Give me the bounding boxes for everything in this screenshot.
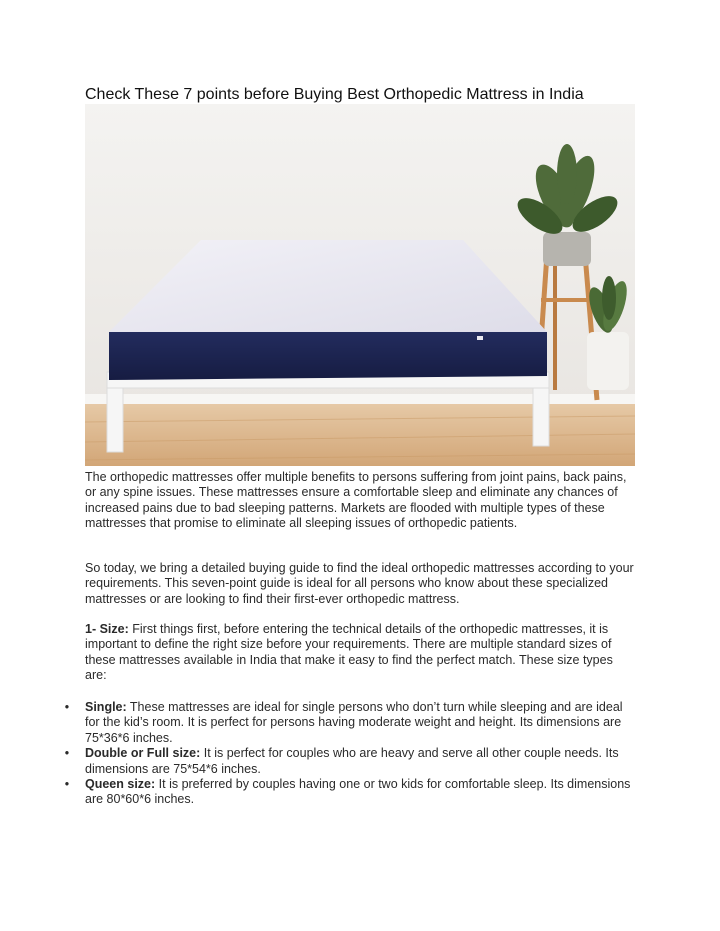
list-item bbox=[62, 746, 637, 777]
bullet-icon: • bbox=[64, 700, 70, 714]
list-item bbox=[62, 700, 637, 746]
plant-pot-upper bbox=[543, 232, 591, 266]
list-item bbox=[62, 777, 637, 808]
bullet-icon: • bbox=[64, 746, 70, 761]
list-item-text: These mattresses are ideal for single persons who don’t turn while sleeping and are ideal for the kid’s room. It is perfect for persons having moderate weight and height. Its dimensions are 75*36*6 inches. bbox=[85, 700, 623, 745]
page-title: Check These 7 points before Buying Best Orthopedic Mattress in India bbox=[85, 86, 584, 103]
list-item-label: Double or Full size: bbox=[85, 746, 201, 761]
size-text: First things first, before entering the technical details of the orthopedic mattresses, it is important to define the right size before your requirements. There are multiple standard sizes of these mattresses available in India that make it easy to find the perfect match. These size types are: bbox=[85, 622, 613, 683]
intro-paragraph: The orthopedic mattresses offer multiple benefits to persons suffering from joint pains, back pains, or any spine issues. These mattresses ensure a comfortable sleep and eliminate any chances of increased pains due to bad sleeping patterns. Markets are flooded with multiple types of these mattresses that promise to eliminate all sleeping issues of orthopedic patients. bbox=[85, 470, 627, 531]
list-item-label: Queen size: bbox=[85, 777, 156, 792]
guide-paragraph: So today, we bring a detailed buying guide to find the ideal orthopedic mattresses according to your requirements. This seven-point guide is ideal for all persons who know about these specialized mattresses or are looking to find their first-ever orthopedic mattress. bbox=[85, 561, 634, 606]
mattress-photo bbox=[85, 104, 635, 466]
mattress-label-tag bbox=[477, 336, 483, 340]
size-heading: 1- Size: bbox=[85, 622, 129, 636]
list-item-text: It is perfect for couples who are heavy and serve all other couple needs. Its dimensions are 75*54*6 inches. bbox=[85, 746, 619, 776]
bullet-icon: • bbox=[64, 777, 70, 792]
list-item-label: Single: bbox=[85, 700, 127, 714]
mattress-photo-illustration bbox=[85, 104, 635, 466]
list-item-text: It is preferred by couples having one or two kids for comfortable sleep. Its dimensions are 80*60*6 inches. bbox=[85, 777, 631, 807]
size-list bbox=[62, 700, 637, 808]
size-paragraph bbox=[85, 622, 637, 684]
skirting-board bbox=[85, 394, 635, 404]
plant-lower bbox=[584, 276, 631, 390]
